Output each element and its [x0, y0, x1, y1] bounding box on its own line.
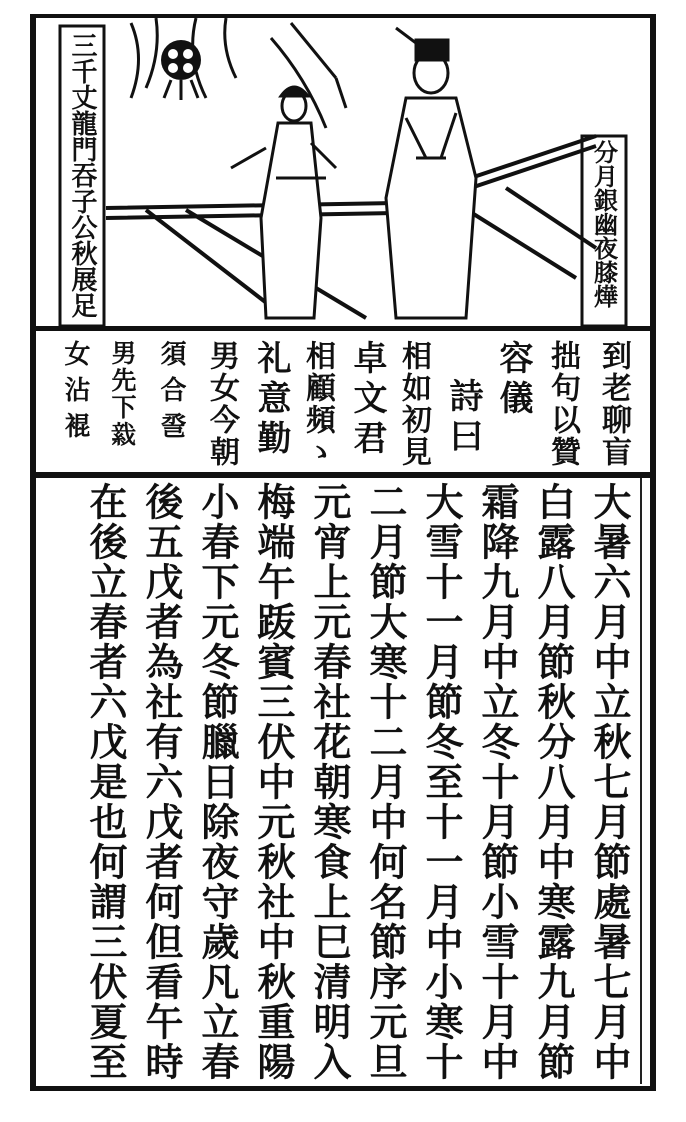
left-caption: 三千丈龍門吞子公秋展足: [67, 32, 97, 318]
calendar-line: 大雪十一月節冬至十一月中小寒十: [419, 482, 464, 1082]
poem-line: 相顧頻ゝ: [300, 340, 335, 468]
calendar-line: 在後立春者六戊是也何謂三伏夏至: [83, 482, 128, 1082]
calendar-line: 元宵上元春社花朝寒食上巳清明入: [307, 482, 352, 1082]
calendar-line: 大暑六月中立秋七月節處暑七月中: [587, 482, 632, 1082]
poem-line: 詩曰: [443, 378, 483, 458]
calendar-line: 霜降九月中立冬十月節小雪十月中: [475, 482, 520, 1082]
poem-divider: [32, 472, 652, 478]
poem-line: 須合巹: [156, 340, 186, 448]
poem-line: 容儀: [493, 340, 533, 420]
calendar-line: 二月節大寒十二月中何名節序元旦: [363, 482, 408, 1082]
scholar-figure: [386, 40, 476, 318]
lady-figure: [231, 87, 336, 318]
calendar-line: 後五戊者為社有六戊者何但看午時: [139, 482, 184, 1082]
railing: [106, 136, 596, 318]
woodblock-illustration: [36, 18, 650, 330]
page-border-bottom: [30, 1086, 656, 1091]
right-caption: 分月銀幽夜膝燁: [589, 140, 619, 308]
banner-frame: [60, 26, 626, 326]
poem-line: 到老聊盲: [596, 340, 631, 468]
poem-line: 相如初見: [396, 340, 431, 468]
page-border-right: [650, 16, 656, 1091]
poem-line: 男女今朝: [204, 340, 239, 468]
calendar-line: 小春下元冬節臘日除夜守歲凡立春: [195, 482, 240, 1082]
poem-line: 卓文君: [347, 340, 387, 460]
poem-line: 礼意勤: [251, 340, 291, 460]
calendar-line: 梅端午䟦賓三伏中元秋社中秋重陽: [251, 482, 296, 1082]
calendar-line: 白露八月節秋分八月中寒露九月節: [531, 482, 576, 1082]
poem-line: 男先下𦁋: [108, 340, 137, 448]
poem-line: 拙句以贊: [545, 340, 580, 468]
hanging-lantern: [161, 40, 201, 100]
poem-line: 女沾裩: [60, 340, 90, 448]
